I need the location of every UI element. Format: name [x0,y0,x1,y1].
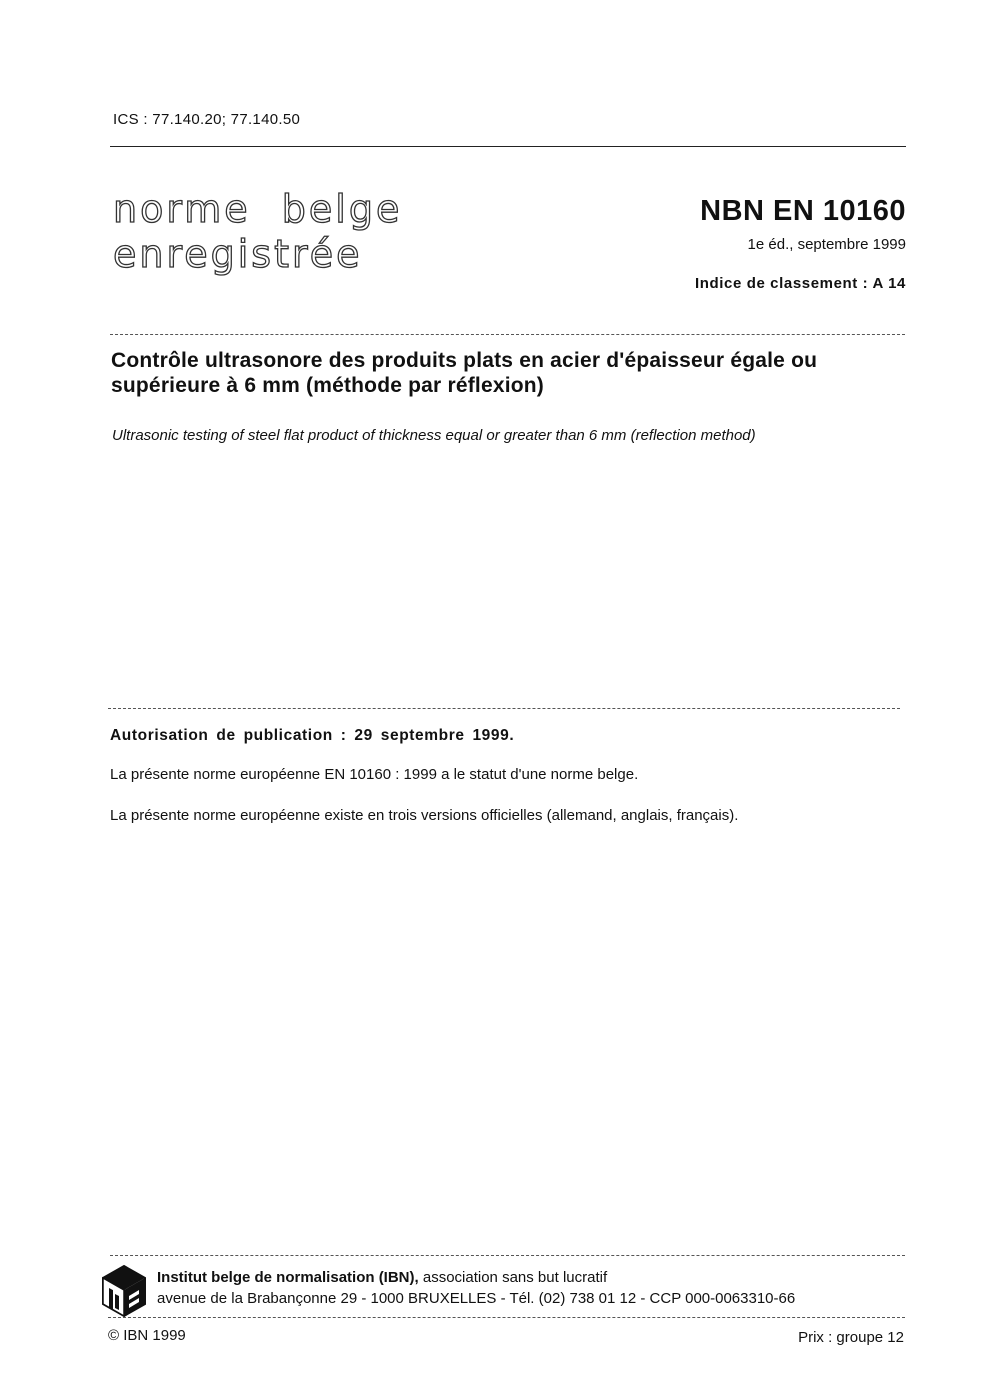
ics-code: ICS : 77.140.20; 77.140.50 [113,111,301,128]
classification-index: Indice de classement : A 14 [694,275,906,292]
ibn-logo-icon [101,1264,147,1318]
institute-address: avenue de la Brabançonne 29 - 1000 BRUXELLES - Tél. (02) 738 01 12 - CCP 000-0063310-66 [157,1290,796,1307]
publication-authorisation: Autorisation de publication : 29 septembre 1999. [110,727,515,744]
institute-name-bold: Institut belge de normalisation (IBN), [157,1269,419,1286]
brand-line-2: enregistrée [113,232,363,276]
institute-description: association sans but lucratif [418,1269,608,1286]
title-divider [110,334,905,335]
brand-line-1: norme belge [113,187,403,231]
header-rule [110,146,906,147]
versions-statement: La présente norme européenne existe en trois versions officielles (allemand, anglais, français). [110,807,739,824]
standard-number: NBN EN 10160 [700,195,906,227]
footer-divider-bottom [108,1317,905,1318]
price-group: Prix : groupe 12 [798,1329,904,1346]
footer-divider-top [110,1255,905,1256]
publication-divider [108,708,900,709]
copyright-notice: © IBN 1999 [108,1327,186,1344]
institute-name [157,1269,607,1286]
document-title-english: Ultrasonic testing of steel flat product of thickness equal or greater than 6 mm (reflection method) [112,427,756,444]
edition-date: 1e éd., septembre 1999 [747,236,906,253]
status-statement: La présente norme européenne EN 10160 : 1999 a le statut d'une norme belge. [110,766,639,783]
document-title-french: Contrôle ultrasonore des produits plats en acier d'épaisseur égale ou supérieure à 6 mm (méthode par réflexion) [111,349,818,397]
